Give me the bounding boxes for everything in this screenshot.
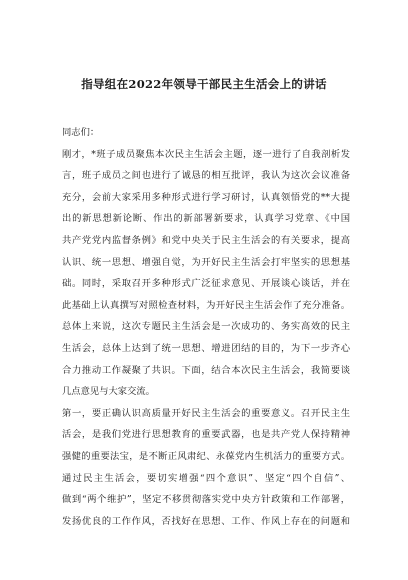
body-line: 发扬优良的工作作风，否找好在思想、工作、作风上存在的问题和: [62, 515, 350, 527]
body-line: 活会，是我们党进行思想教育的重要武器，也是共产党人保持精神: [62, 429, 350, 441]
body-line: 通过民主生活会，要切实增强“四个意识”、坚定“四个自信”、: [62, 472, 350, 484]
document-body: [62, 122, 350, 532]
body-line: 第一，要正确认识高质量开好民主生活会的重要意义。召开民主生: [62, 407, 350, 419]
body-line: 认识、统一思想、增强自觉，为开好民主生活会打牢坚实的思想基: [62, 256, 350, 268]
body-line: 强健的重要法宝，是不断正风肃纪、永葆党内生机活力的重要方式。: [62, 450, 350, 462]
body-line: 此基础上认真撰写对照检查材料，为开好民主生活会作了充分准备。: [62, 299, 350, 311]
body-line: 几点意见与大家交流。: [62, 386, 155, 398]
body-line: 出的新思想新论断、作出的新部署新要求，认真学习党章、《中国: [62, 213, 350, 225]
body-line: 总体上来说，这次专题民主生活会是一次成功的、务实高效的民主: [62, 321, 350, 333]
body-line: 合力推动工作凝聚了共识。下面，结合本次民主生活会，我简要谈: [62, 364, 350, 376]
body-line: 础。同时，采取召开多种形式广泛征求意见、开展谈心谈话，并在: [62, 278, 350, 290]
body-line: 共产党党内监督条例》和党中央关于民主生活会的有关要求，提高: [62, 234, 350, 246]
body-line: 生活会，总体上达到了统一思想、增进团结的目的，为下一步齐心: [62, 342, 350, 354]
salutation-line: 同志们：: [62, 127, 100, 138]
body-line: 言，班子成员之间也进行了诚恳的相互批评，我认为这次会议准备: [62, 170, 350, 182]
document-title: 指导组在2022年领导干部民主生活会上的讲话: [81, 77, 327, 91]
body-line: 做到“两个维护”，坚定不移贯彻落实党中央方针政策和工作部署，: [62, 494, 350, 506]
body-line: 刚才，*班子成员聚焦本次民主生活会主题，逐一进行了自我剖析发: [62, 148, 350, 160]
body-line: 充分，会前大家采用多种形式进行学习研讨，认真领悟党的**大提: [62, 191, 350, 203]
